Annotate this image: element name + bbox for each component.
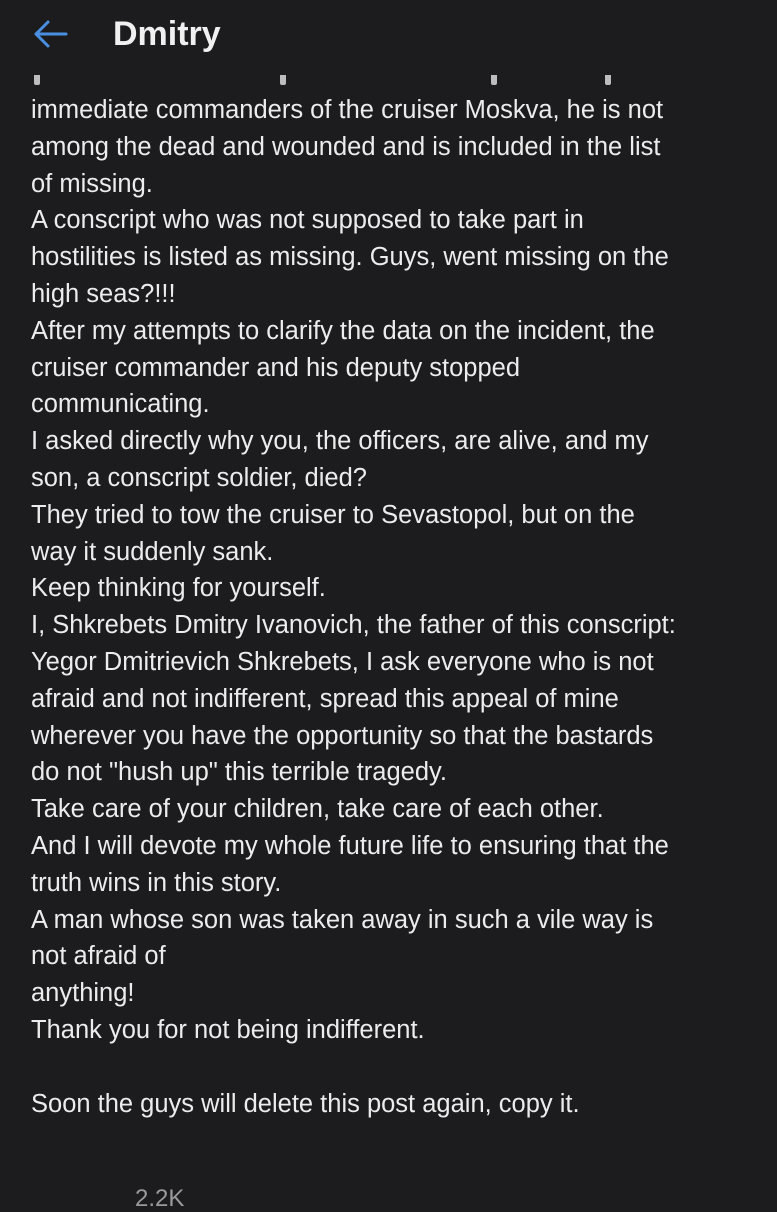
post-line: wherever you have the opportunity so that the bastards <box>31 721 654 750</box>
post-line: And I will devote my whole future life to ensuring that the <box>31 831 669 860</box>
post-line: of missing. <box>31 169 153 198</box>
post-line: Thank you for not being indifferent. <box>31 1015 425 1044</box>
post-line: A conscript who was not supposed to take part in <box>31 206 584 235</box>
post-line: They tried to tow the cruiser to Sevastopol, but on the <box>31 500 635 529</box>
page-title: Dmitry <box>113 15 221 53</box>
post-body <box>31 92 761 1122</box>
post-line: among the dead and wounded and is included in the list <box>31 132 661 161</box>
post-line: Yegor Dmitrievich Shkrebets, I ask everyone who is not <box>31 647 654 676</box>
post-line: communicating. <box>31 390 210 419</box>
back-button[interactable] <box>22 12 78 56</box>
post-content <box>0 72 777 1212</box>
views-count: 2.2K <box>135 1185 185 1212</box>
post-line: not afraid of <box>31 942 166 971</box>
post-line: cruiser commander and his deputy stopped <box>31 353 521 382</box>
post-line: way it suddenly sank. <box>31 537 274 566</box>
post-line: Soon the guys will delete this post again, copy it. <box>31 1089 580 1118</box>
post-line: Keep thinking for yourself. <box>31 574 326 603</box>
post-line: After my attempts to clarify the data on the incident, the <box>31 316 655 345</box>
post-line: high seas?!!! <box>31 279 176 308</box>
arrow-left-icon <box>32 20 68 48</box>
post-line: do not "hush up" this terrible tragedy. <box>31 758 447 787</box>
post-line: son, a conscript soldier, died? <box>31 463 367 492</box>
post-line: I asked directly why you, the officers, are alive, and my <box>31 427 649 456</box>
post-line: truth wins in this story. <box>31 868 282 897</box>
post-line: Take care of your children, take care of each other. <box>31 795 604 824</box>
post-line: afraid and not indifferent, spread this appeal of mine <box>31 684 619 713</box>
post-line: hostilities is listed as missing. Guys, went missing on the <box>31 243 669 272</box>
post-line: I, Shkrebets Dmitry Ivanovich, the father of this conscript: <box>31 611 676 640</box>
post-line: immediate commanders of the cruiser Moskva, he is not <box>31 96 664 124</box>
cut-off-text-line <box>31 72 751 82</box>
post-line: anything! <box>31 979 135 1008</box>
top-app-bar <box>0 0 777 72</box>
post-line: A man whose son was taken away in such a vile way is <box>31 905 654 934</box>
blank-line <box>31 1049 761 1086</box>
